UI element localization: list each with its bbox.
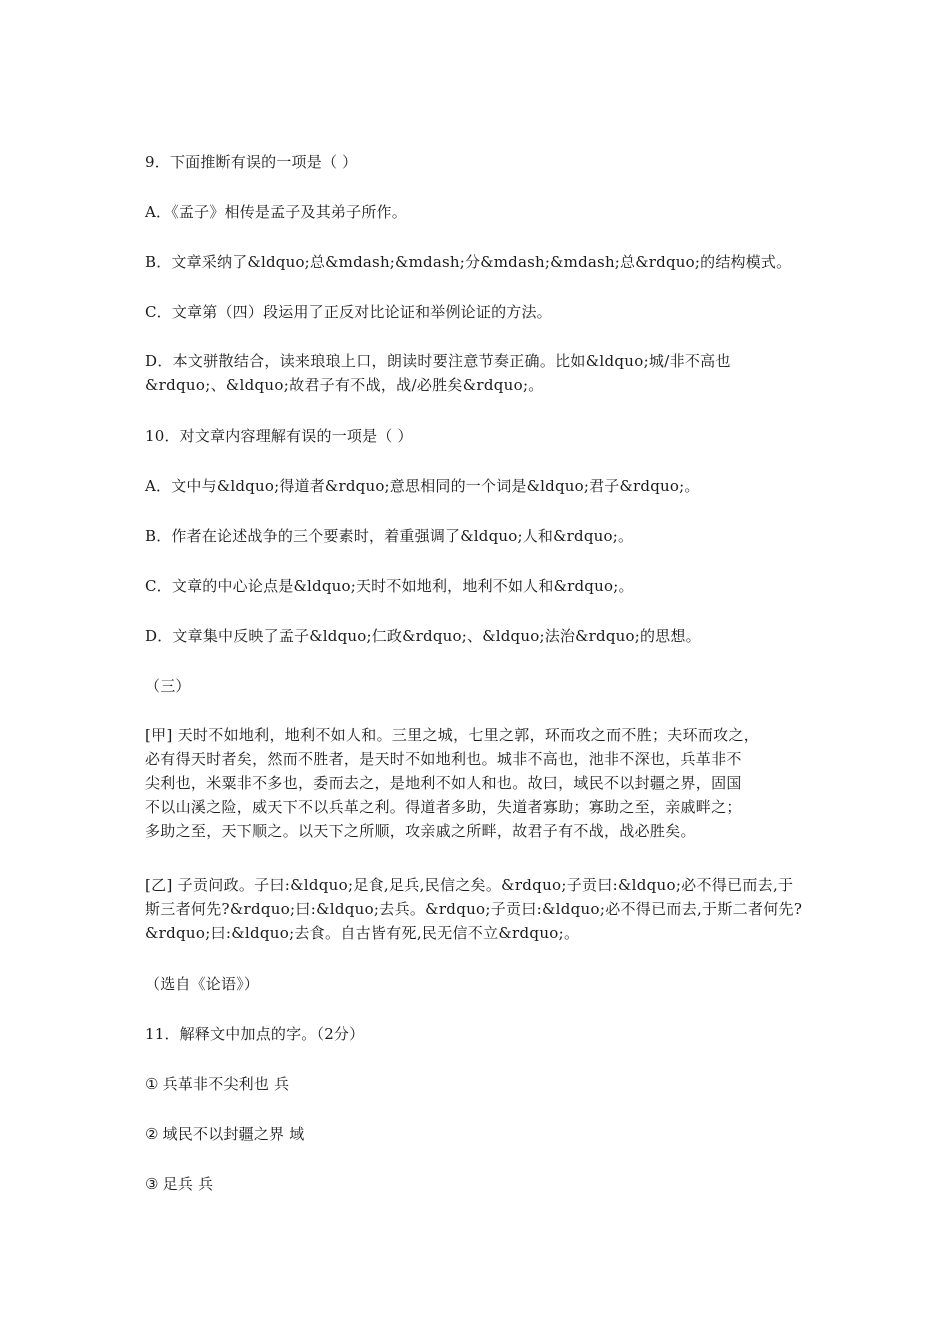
passage-jia-line: 必有得天时者矣，然而不胜者，是天时不如地利也。城非不高也，池非不深也，兵革非不 — [145, 750, 742, 768]
q9-stem: 9．下面推断有误的一项是（ ） — [145, 153, 358, 171]
passage-jia-line: 多助之至，天下顺之。以天下之所顺，攻亲戚之所畔，故君子有不战，战必胜矣。 — [145, 822, 696, 840]
passage-yi-line: &rdquo;曰:&ldquo;去食。自古皆有死,民无信不立&rdquo;。 — [145, 924, 580, 942]
q10-option-c: C．文章的中心论点是&ldquo;天时不如地利，地利不如人和&rdquo;。 — [145, 577, 634, 595]
passage-yi — [145, 873, 825, 945]
q9-option-a: A．《孟子》相传是孟子及其弟子所作。 — [145, 203, 407, 221]
item-number: ③ — [145, 1175, 159, 1193]
q11-item — [145, 1172, 815, 1196]
source-note: （选自《论语》） — [145, 975, 260, 993]
q10-option-d: D．文章集中反映了孟子&ldquo;仁政&rdquo;、&ldquo;法治&rdquo;的思想。 — [145, 627, 701, 645]
item-number: ② — [145, 1125, 159, 1143]
item-number: ① — [145, 1075, 159, 1093]
q9-option-d-line-1: D．本文骈散结合，读来琅琅上口，朗读时要注意节奏正确。比如&ldquo;城/非不高也 — [145, 352, 731, 370]
passage-jia-line: 不以山溪之险，威天下不以兵革之利。得道者多助，失道者寡助；寡助之至，亲戚畔之； — [145, 798, 742, 816]
passage-yi-line: 斯三者何先?&rdquo;曰:&ldquo;去兵。&rdquo;子贡曰:&ldquo;必不得已而去,于斯二者何先? — [145, 900, 803, 918]
item-text: 兵革非不尖利也 兵 — [162, 1075, 290, 1093]
q10-option-a: A．文中与&ldquo;得道者&rdquo;意思相同的一个词是&ldquo;君子&rdquo;。 — [145, 477, 700, 495]
passage-jia — [145, 723, 825, 843]
q9-option-d-line-2: &rdquo;、&ldquo;故君子有不战，战/必胜矣&rdquo;。 — [145, 376, 544, 394]
q11-item — [145, 1072, 815, 1096]
passage-jia-line: 尖利也，米粟非不多也，委而去之，是地利不如人和也。故曰，域民不以封疆之界，固国 — [145, 774, 742, 792]
q10-stem: 10．对文章内容理解有误的一项是（ ） — [145, 427, 413, 445]
section-heading: （三） — [145, 677, 191, 695]
item-text: 足兵 兵 — [162, 1175, 214, 1193]
passage-jia-line: [甲] 天时不如地利，地利不如人和。三里之城，七里之郭，环而攻之而不胜；夫环而攻之， — [145, 726, 760, 744]
q9-option-c: C．文章第（四）段运用了正反对比论证和举例论证的方法。 — [145, 303, 552, 321]
q10-option-b: B．作者在论述战争的三个要素时，着重强调了&ldquo;人和&rdquo;。 — [145, 527, 634, 545]
passage-yi-line: [乙] 子贡问政。子曰:&ldquo;足食,足兵,民信之矣。&rdquo;子贡曰:&ldquo;必不得已而去,于 — [145, 876, 794, 894]
item-text: 域民不以封疆之界 域 — [162, 1125, 305, 1143]
q9-option-b: B．文章采纳了&ldquo;总&mdash;&mdash;分&mdash;&mdash;总&rdquo;的结构模式。 — [145, 253, 792, 271]
q9-option-d — [145, 349, 825, 397]
q11-item — [145, 1122, 815, 1146]
q11-stem: 11．解释文中加点的字。（2分） — [145, 1025, 365, 1043]
